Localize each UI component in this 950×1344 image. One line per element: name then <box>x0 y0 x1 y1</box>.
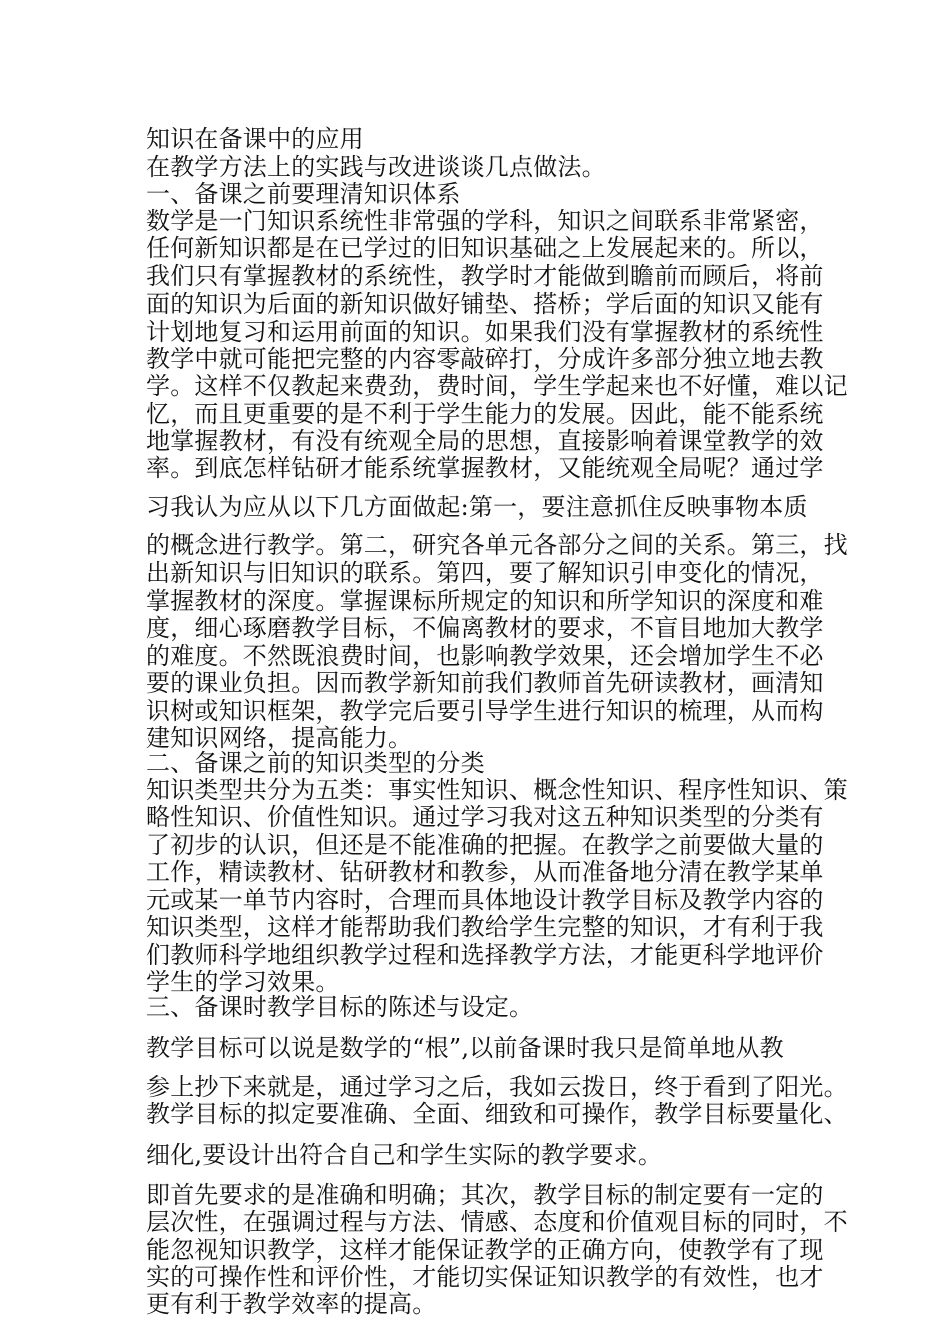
text-line: 们教师科学地组织教学过程和选择教学方法，才能更科学地评价 <box>146 941 824 969</box>
text-line: 的概念进行教学。第二，研究各单元各部分之间的关系。第三，找 <box>146 531 848 559</box>
text-line: 元或某一单节内容时，合理而具体地设计教学目标及教学内容的 <box>146 886 824 914</box>
text-line: 教学目标可以说是数学的“根”,以前备课时我只是简单地从教 <box>146 1034 784 1062</box>
text-line: 教学中就可能把完整的内容零敲碎打，分成许多部分独立地去教 <box>146 345 824 373</box>
text-line: 教学目标的拟定要准确、全面、细致和可操作，教学目标要量化、 <box>146 1100 848 1128</box>
text-line: 建知识网络，提高能力。 <box>146 724 413 752</box>
section-heading: 三、备课时教学目标的陈述与设定。 <box>146 993 534 1021</box>
text-line: 学。这样不仅教起来费劲，费时间，学生学起来也不好懂，难以记 <box>146 372 848 400</box>
section-heading: 一、备课之前要理清知识体系 <box>146 180 461 208</box>
text-line: 度，细心琢磨教学目标，不偏离教材的要求，不盲目地加大教学 <box>146 614 824 642</box>
text-line: 略性知识、价值性知识。通过学习我对这五种知识类型的分类有 <box>146 803 824 831</box>
text-line: 知识类型，这样才能帮助我们教给学生完整的知识，才有利于我 <box>146 913 824 941</box>
text-line: 数学是一门知识系统性非常强的学科，知识之间联系非常紧密， <box>146 207 824 235</box>
text-line: 细化,要设计出符合自己和学生实际的教学要求。 <box>146 1141 663 1169</box>
text-line: 参上抄下来就是，通过学习之后，我如云拨日，终于看到了阳光。 <box>146 1073 848 1101</box>
text-line: 地掌握教材，有没有统观全局的思想，直接影响着课堂教学的效 <box>146 427 824 455</box>
text-line: 任何新知识都是在已学过的旧知识基础之上发展起来的。所以， <box>146 234 824 262</box>
text-line: 即首先要求的是准确和明确；其次，教学目标的制定要有一定的 <box>146 1181 824 1209</box>
text-line: 我们只有掌握教材的系统性，教学时才能做到瞻前而顾后，将前 <box>146 262 824 290</box>
text-line: 更有利于教学效率的提高。 <box>146 1290 437 1318</box>
document-title: 知识在备课中的应用 <box>146 125 364 153</box>
text-line: 出新知识与旧知识的联系。第四，要了解知识引申变化的情况， <box>146 559 824 587</box>
text-line: 要的课业负担。因而教学新知前我们教师首先研读教材，画清知 <box>146 669 824 697</box>
text-line: 实的可操作性和评价性，才能切实保证知识教学的有效性，也才 <box>146 1263 824 1291</box>
text-line: 识树或知识框架，教学完后要引导学生进行知识的梳理，从而构 <box>146 697 824 725</box>
text-line: 率。到底怎样钻研才能系统掌握教材，又能统观全局呢？通过学 <box>146 454 824 482</box>
text-line: 学生的学习效果。 <box>146 968 340 996</box>
text-line: 习我认为应从以下几方面做起:第一，要注意抓住反映事物本质 <box>146 493 808 521</box>
text-line: 工作，精读教材、钻研教材和教参，从而准备地分清在教学某单 <box>146 858 824 886</box>
text-line: 的难度。不然既浪费时间，也影响教学效果，还会增加学生不必 <box>146 642 824 670</box>
text-line: 忆，而且更重要的是不利于学生能力的发展。因此，能不能系统 <box>146 400 824 428</box>
text-line: 掌握教材的深度。掌握课标所规定的知识和所学知识的深度和难 <box>146 587 824 615</box>
text-line: 层次性，在强调过程与方法、情感、态度和价值观目标的同时，不 <box>146 1208 848 1236</box>
section-heading: 二、备课之前的知识类型的分类 <box>146 749 485 777</box>
text-line: 知识类型共分为五类：事实性知识、概念性知识、程序性知识、策 <box>146 776 848 804</box>
text-line: 在教学方法上的实践与改进谈谈几点做法。 <box>146 153 606 181</box>
text-line: 计划地复习和运用前面的知识。如果我们没有掌握教材的系统性 <box>146 318 824 346</box>
text-line: 面的知识为后面的新知识做好铺垫、搭桥；学后面的知识又能有 <box>146 290 824 318</box>
text-line: 了初步的认识，但还是不能准确的把握。在教学之前要做大量的 <box>146 831 824 859</box>
text-line: 能忽视知识教学，这样才能保证教学的正确方向，使教学有了现 <box>146 1236 824 1264</box>
